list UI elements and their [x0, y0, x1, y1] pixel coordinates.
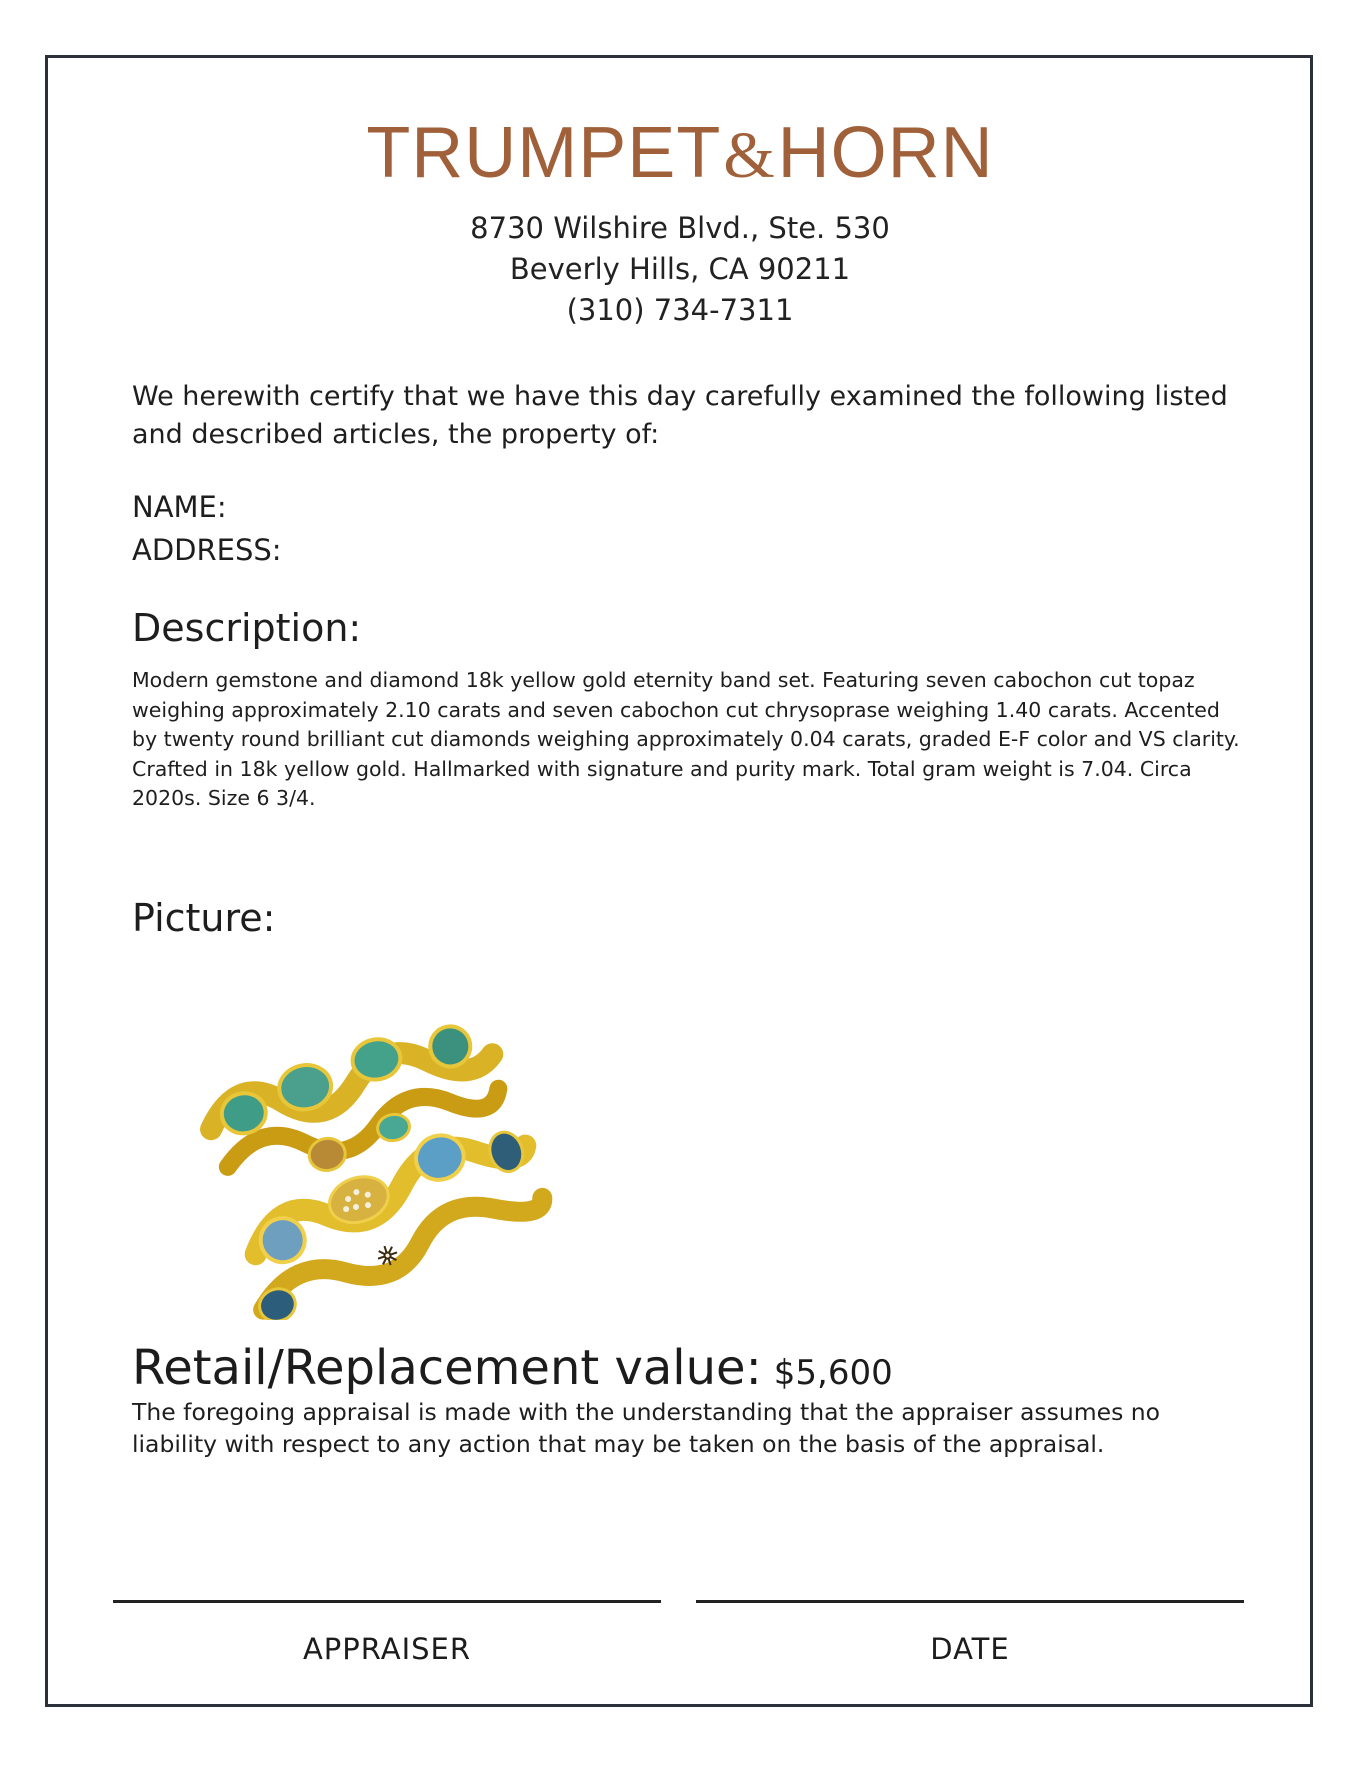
date-label: DATE: [930, 1632, 1010, 1666]
logo-text-trumpet: TRUMPET: [366, 113, 722, 193]
appraiser-label: APPRAISER: [302, 1632, 472, 1666]
description-heading: Description:: [132, 606, 362, 650]
retail-value-label: Retail/Replacement value:: [132, 1340, 762, 1396]
company-logo: [0, 108, 1360, 201]
date-signature-line: [696, 1600, 1244, 1603]
logo-text-horn: HORN: [777, 113, 994, 193]
address-line-1: 8730 Wilshire Blvd., Ste. 530: [470, 211, 890, 245]
description-text: Modern gemstone and diamond 18k yellow gold eternity band set. Featuring seven cabochon cut topaz weighing approximately 2.10 carats and seven cabochon cut chrysoprase weighing 1.40 carats. Accented by twenty round brilliant cut diamonds weighing approximately 0.04 carats, graded E-F color and VS clarity. Crafted in 18k yellow gold. Hallmarked with signature and purity mark. Total gram weight is 7.04. Circa 2020s. Size 6 3/4.: [132, 668, 1240, 810]
address-line-2: Beverly Hills, CA 90211: [509, 252, 851, 286]
address-field-label: ADDRESS:: [132, 533, 282, 567]
picture-heading: Picture:: [132, 896, 276, 940]
retail-value-row: [132, 1340, 893, 1396]
certification-statement: We herewith certify that we have this day carefully examined the following listed and described articles, the property of:: [132, 381, 1228, 450]
logo-ampersand: &: [723, 119, 776, 192]
disclaimer-text: The foregoing appraisal is made with the understanding that the appraiser assumes no liability with respect to any action that may be taken on the basis of the appraisal.: [132, 1398, 1161, 1458]
retail-value-amount: $5,600: [773, 1353, 893, 1393]
phone-number: (310) 734-7311: [566, 293, 794, 327]
ring-set-photo: [195, 990, 560, 1320]
name-field-label: NAME:: [132, 490, 227, 524]
appraiser-signature-line: [113, 1600, 661, 1603]
